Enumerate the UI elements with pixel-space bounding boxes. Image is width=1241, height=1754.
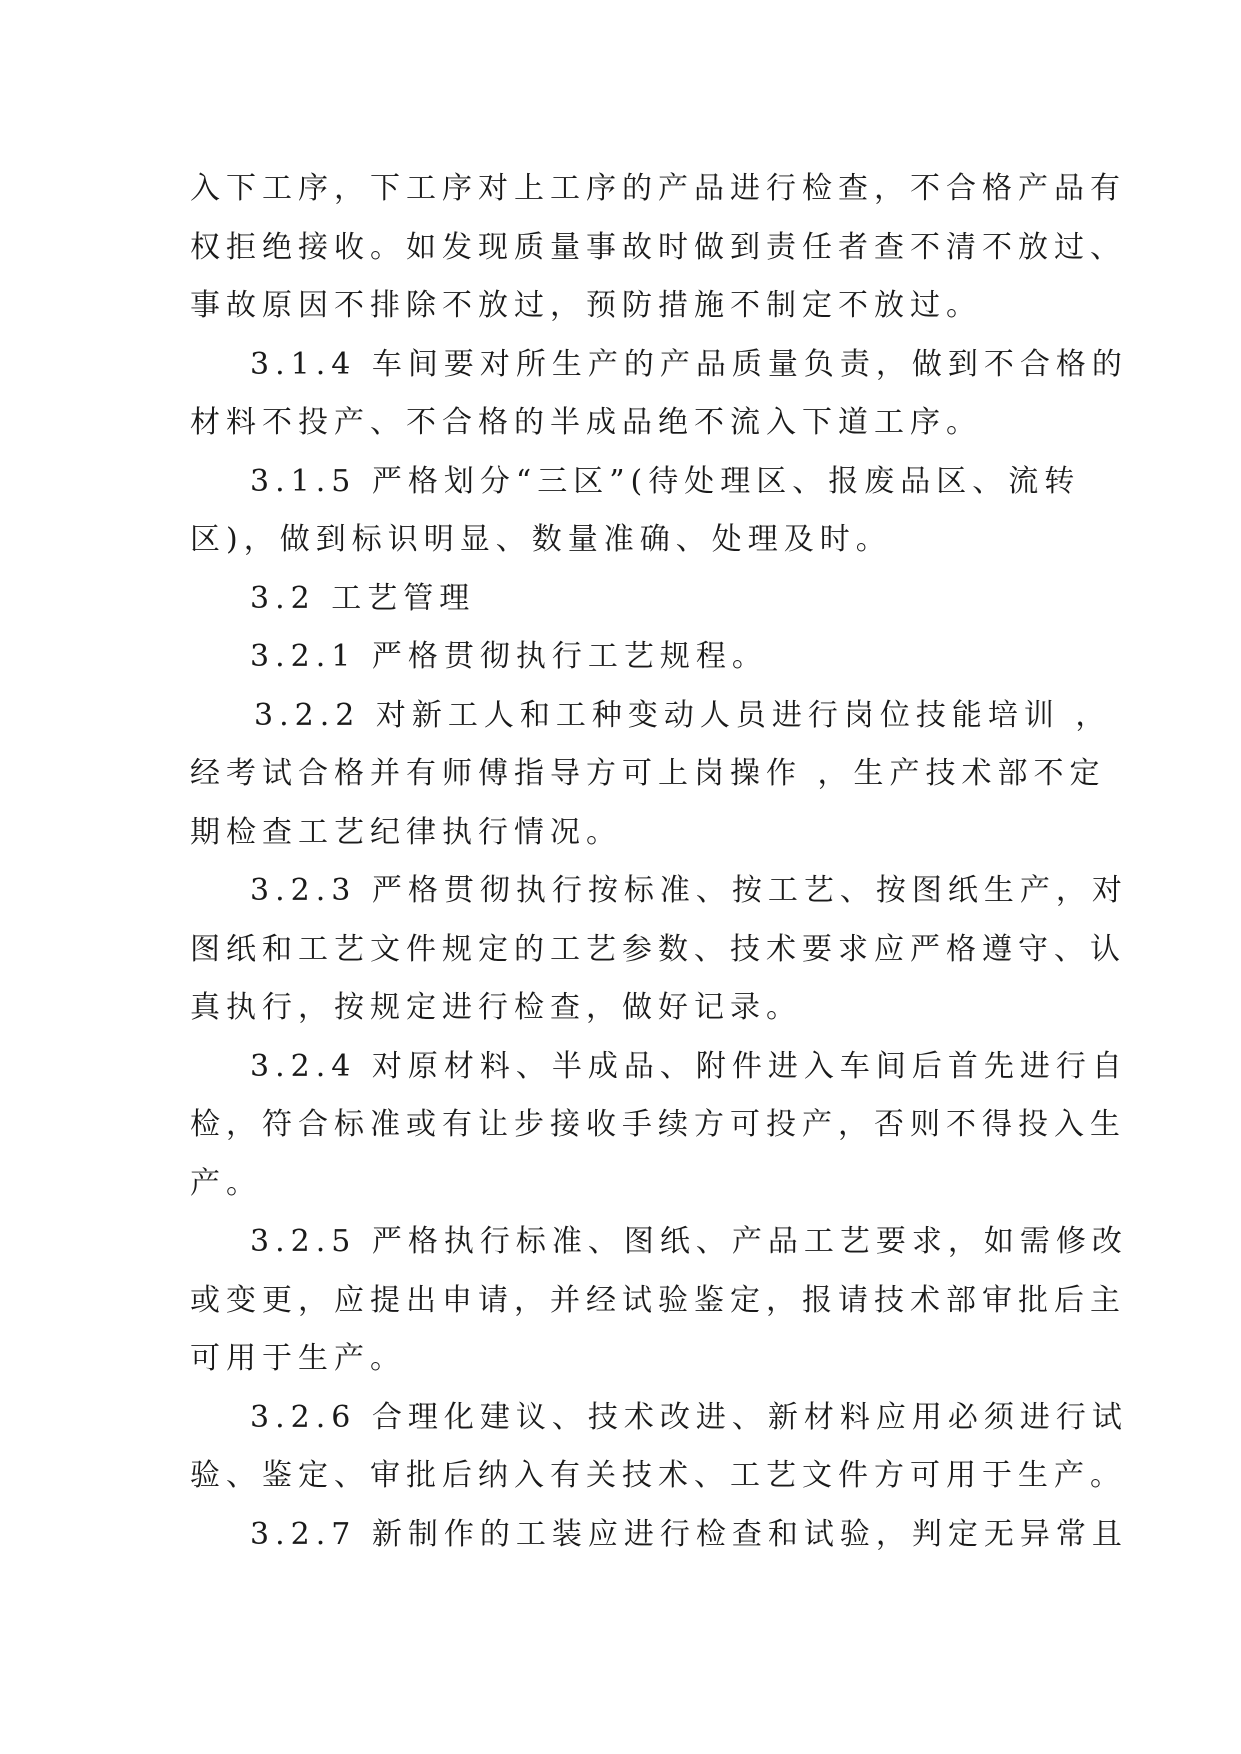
text-line: 验、鉴定、审批后纳入有关技术、工艺文件方可用于生产。 bbox=[190, 1458, 1126, 1493]
clause-3-2-3-line: 3.2.3 严格贯彻执行按标准、按工艺、按图纸生产，对 bbox=[250, 873, 1128, 908]
clause-3-2-6-line: 3.2.6 合理化建议、技术改进、新材料应用必须进行试 bbox=[250, 1399, 1128, 1435]
clause-3-2-1-line: 3.2.1 严格贯彻执行工艺规程。 bbox=[250, 639, 768, 674]
text-line: 检，符合标准或有让步接收手续方可投产，否则不得投入生 bbox=[190, 1107, 1126, 1142]
text-line: 区)，做到标识明显、数量准确、处理及时。 bbox=[190, 522, 892, 557]
text-line: 真执行，按规定进行检查，做好记录。 bbox=[190, 990, 802, 1025]
document-body bbox=[190, 160, 1128, 1564]
clause-3-2-4-line: 3.2.4 对原材料、半成品、附件进入车间后首先进行自 bbox=[250, 1048, 1128, 1084]
text-line: 入下工序，下工序对上工序的产品进行检查，不合格产品有 bbox=[190, 171, 1126, 206]
clause-3-2-2-line: 3.2.2 对新工人和工种变动人员进行岗位技能培训 ， bbox=[254, 697, 1112, 733]
section-heading-3-2: 3.2 工艺管理 bbox=[250, 580, 476, 616]
text-line: 可用于生产。 bbox=[190, 1341, 406, 1376]
text-line: 图纸和工艺文件规定的工艺参数、技术要求应严格遵守、认 bbox=[190, 931, 1126, 967]
text-line: 产。 bbox=[190, 1165, 262, 1201]
text-line: 或变更，应提出申请，并经试验鉴定，报请技术部审批后主 bbox=[190, 1282, 1126, 1318]
clause-3-2-5-line: 3.2.5 严格执行标准、图纸、产品工艺要求，如需修改 bbox=[250, 1224, 1128, 1259]
clause-3-1-4-line: 3.1.4 车间要对所生产的产品质量负责，做到不合格的 bbox=[250, 346, 1128, 382]
text-line: 经考试合格并有师傅指导方可上岗操作 ，生产技术部不定 bbox=[190, 756, 1106, 791]
text-line: 材料不投产、不合格的半成品绝不流入下道工序。 bbox=[190, 405, 982, 440]
clause-3-1-5-line: 3.1.5 严格划分“三区”(待处理区、报废品区、流转 bbox=[250, 463, 1081, 499]
text-line: 事故原因不排除不放过，预防措施不制定不放过。 bbox=[190, 288, 982, 323]
text-line: 期检查工艺纪律执行情况。 bbox=[190, 814, 622, 850]
text-line: 权拒绝接收。如发现质量事故时做到责任者查不清不放过、 bbox=[190, 229, 1126, 265]
clause-3-2-7-line: 3.2.7 新制作的工装应进行检查和试验，判定无异常且 bbox=[250, 1516, 1128, 1552]
